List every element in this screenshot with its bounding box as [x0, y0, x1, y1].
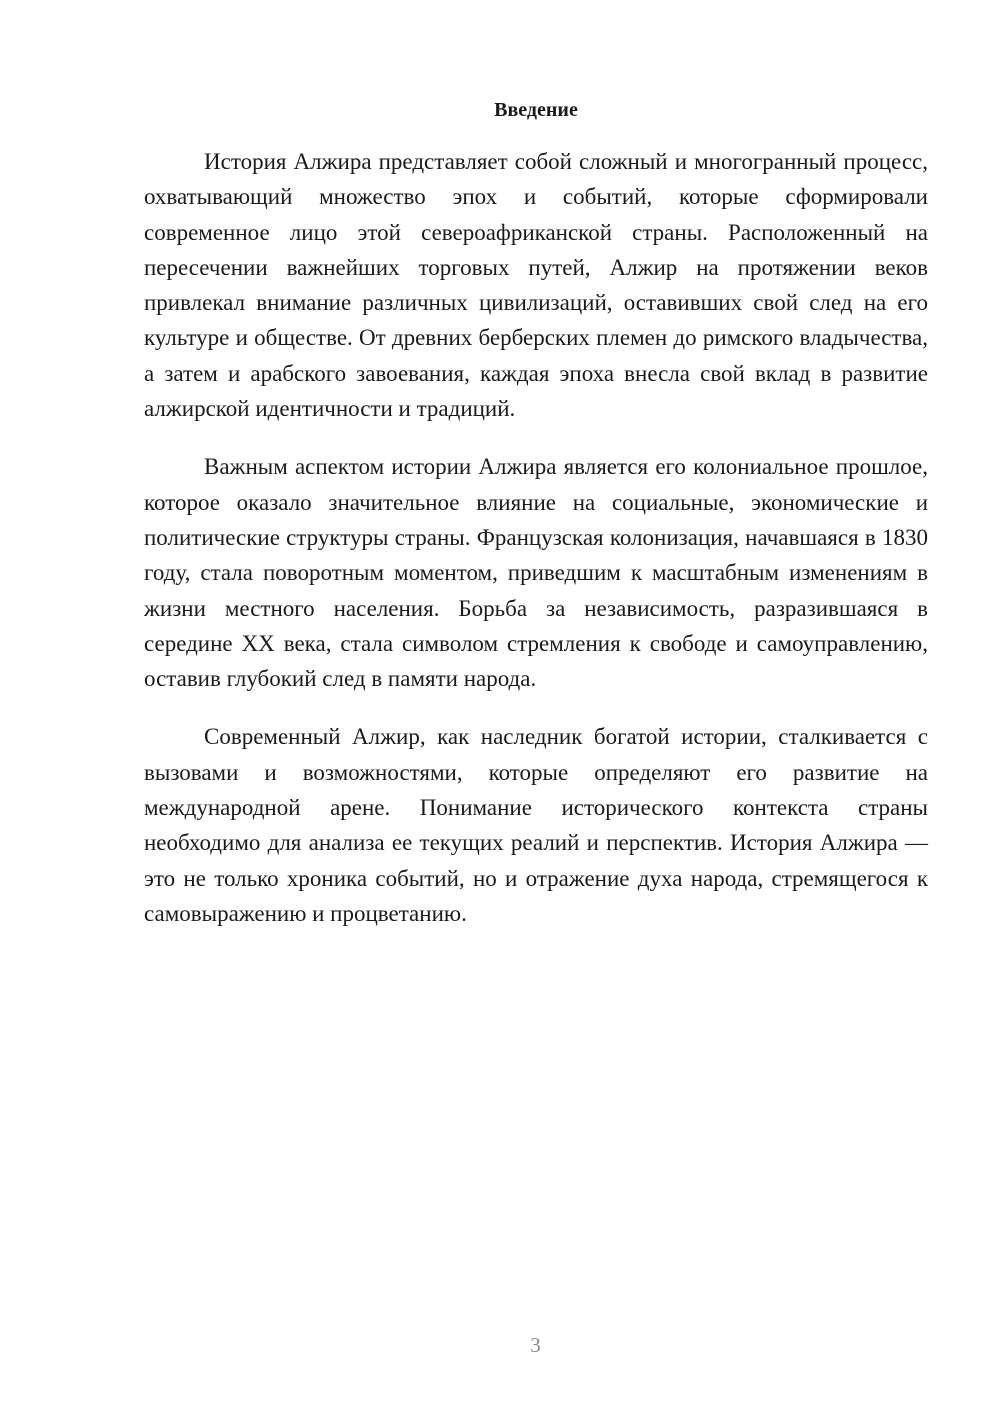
page-number: 3 [530, 1333, 541, 1357]
page-content [144, 96, 928, 954]
body-paragraph-1: История Алжира представляет собой сложный и многогранный процесс, охватывающий множество эпох и событий, которые сформировали современное лицо этой североафриканской страны. Расположенный на пересечении важнейших торговых путей, Алжир на протяжении веков привлекал внимание различных цивилизаций, оставивших свой след на его культуре и обществе. От древних берберских племен до римского владычества, а затем и арабского завоевания, каждая эпоха внесла свой вклад в развитие алжирской идентичности и традиций. [144, 149, 928, 422]
body-paragraph-2: Важным аспектом истории Алжира является его колониальное прошлое, которое оказало значительное влияние на социальные, экономические и политические структуры страны. Французская колонизация, начавшаяся в 1830 году, стала поворотным моментом, приведшим к масштабным изменениям в жизни местного населения. Борьба за независимость, разразившаяся в середине XX века, стала символом стремления к свободе и самоуправлению, оставив глубокий след в памяти народа. [144, 454, 928, 692]
section-heading: Введение [494, 99, 578, 121]
body-paragraph-3: Современный Алжир, как наследник богатой истории, сталкивается с вызовами и возможностями, которые определяют его развитие на международной арене. Понимание исторического контекста страны необходимо для анализа ее текущих реалий и перспектив. История Алжира — это не только хроника событий, но и отражение духа народа, стремящегося к самовыражению и процветанию. [144, 724, 928, 926]
